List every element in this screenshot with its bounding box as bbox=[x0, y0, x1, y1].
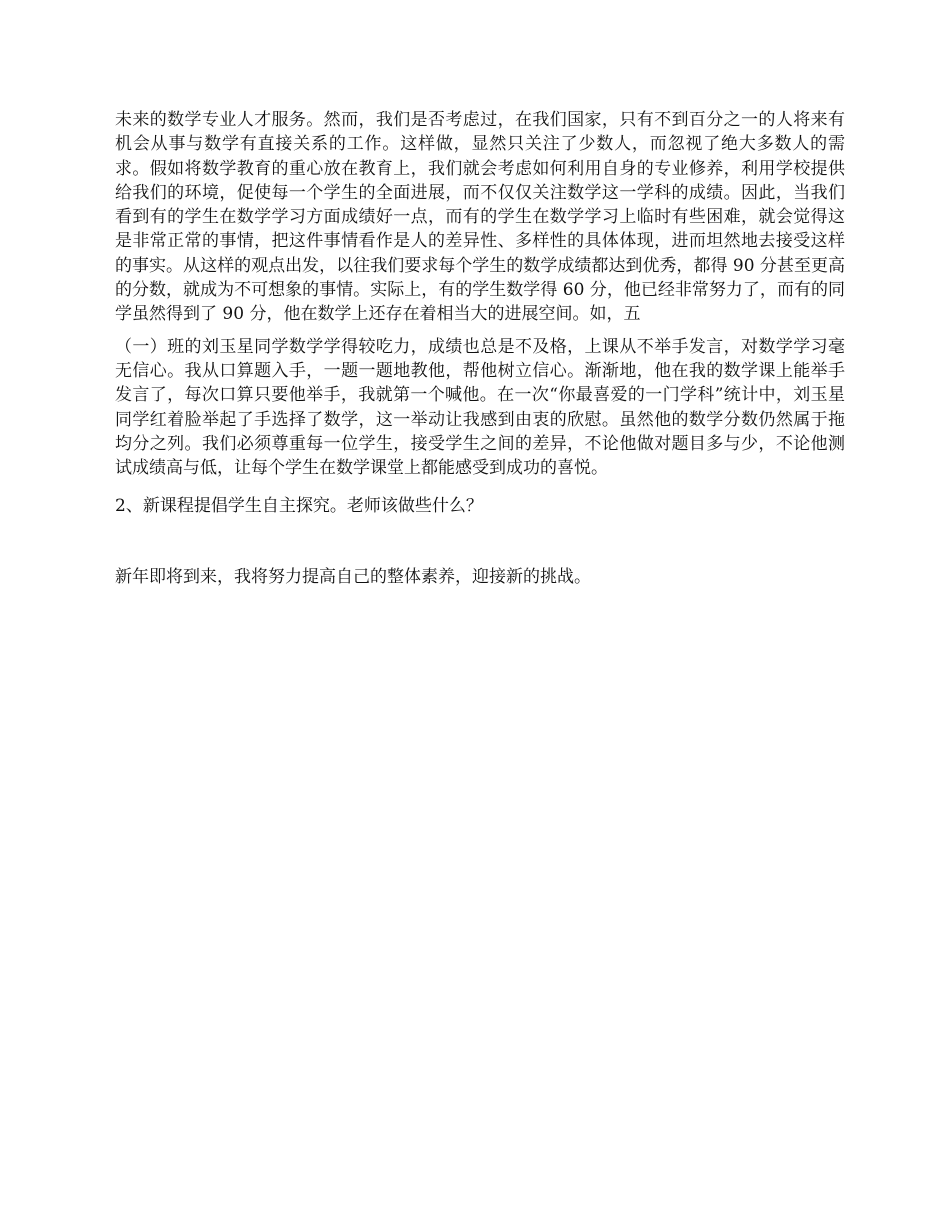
paragraph-student-example: （一）班的刘玉星同学数学学得较吃力，成绩也总是不及格，上课从不举手发言，对数学学习毫无信心。我从口算题入手，一题一题地教他，帮他树立信心。渐渐地，他在我的数学课上能举手发言了，每次口算只要他举手，我就第一个喊他。在一次“你最喜爱的一门学科”统计中，刘玉星同学红着脸举起了手选择了数学，这一举动让我感到由衷的欣慰。虽然他的数学分数仍然属于拖均分之列。我们必须尊重每一位学生，接受学生之间的差异，不论他做对题目多与少，不论他测试成绩高与低，让每个学生在数学课堂上都能感受到成功的喜悦。 bbox=[115, 336, 845, 479]
paragraph-section-heading: 2、新课程提倡学生自主探究。老师该做些什么？ bbox=[115, 496, 483, 517]
paragraph-math-education: 未来的数学专业人才服务。然而，我们是否考虑过，在我们国家，只有不到百分之一的人将来有机会从事与数学有直接关系的工作。这样做，显然只关注了少数人，而忽视了绝大多数人的需求。假如将数学教育的重心放在教育上，我们就会考虑如何利用自身的专业修养，利用学校提供给我们的环境，促使每一个学生的全面进展，而不仅仅关注数学这一学科的成绩。因此，当我们看到有的学生在数学学习方面成绩好一点，而有的学生在数学学习上临时有些困难，就会觉得这是非常正常的事情，把这件事情看作是人的差异性、多样性的具体体现，进而坦然地去接受这样的事实。从这样的观点出发，以往我们要求每个学生的数学成绩都达到优秀，都得 90 分甚至更高的分数，就成为不可想象的事情。实际上，有的学生数学得 60 分，他已经非常努力了，而有的同学虽然得到了 90 分，他在数学上还存在着相当大的进展空间。如，五 bbox=[115, 110, 845, 325]
document-body bbox=[115, 108, 845, 589]
paragraph-closing: 新年即将到来，我将努力提高自己的整体素养，迎接新的挑战。 bbox=[115, 566, 591, 587]
